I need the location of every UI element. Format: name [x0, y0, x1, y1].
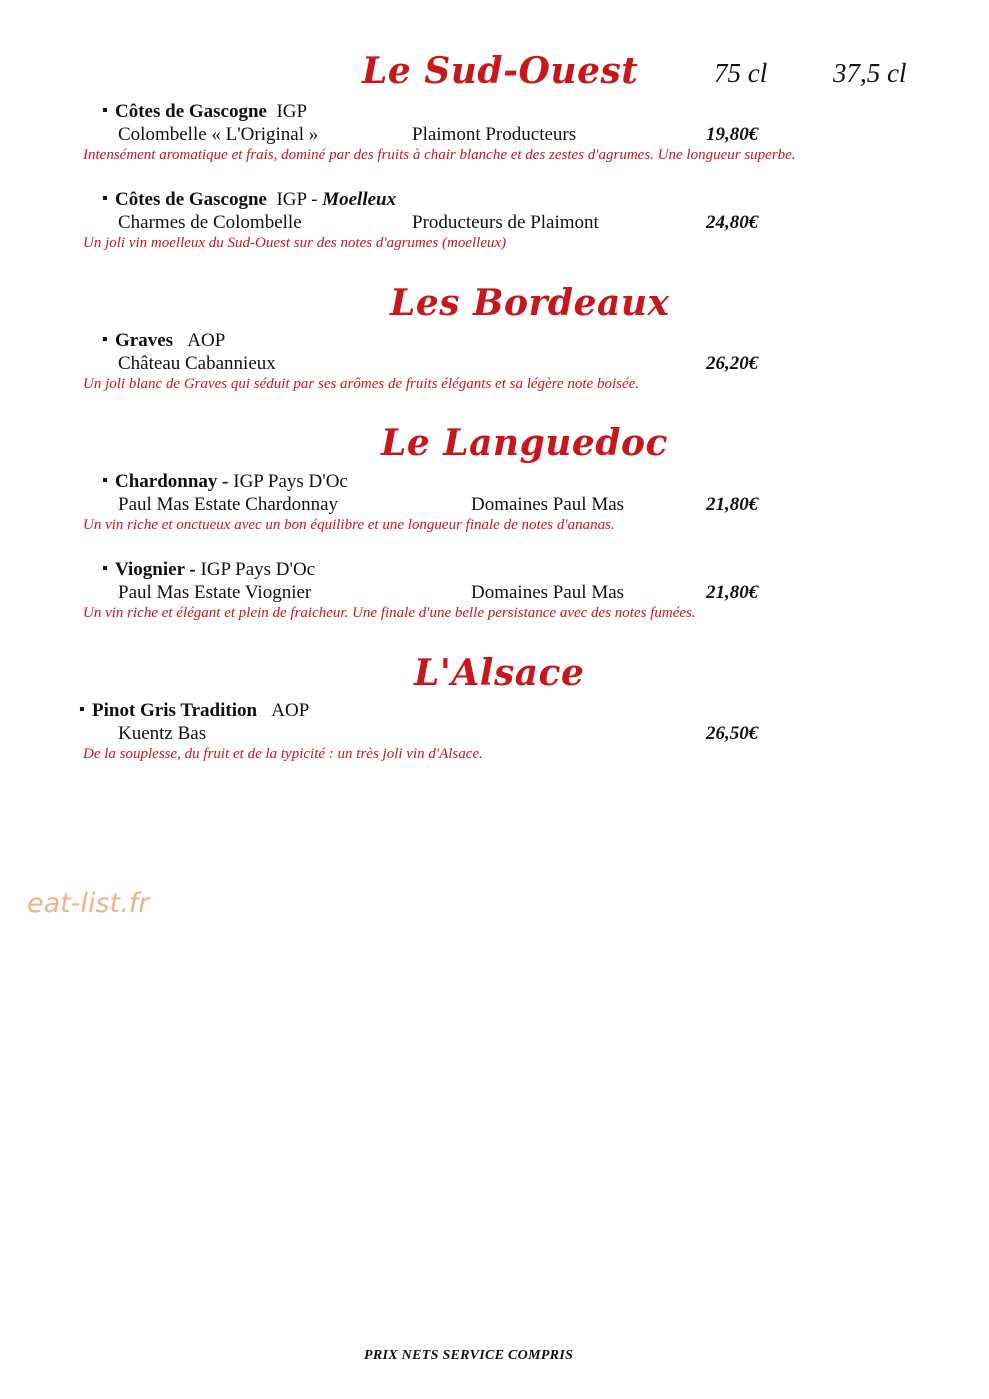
bullet-icon: ▪ — [102, 560, 108, 577]
format-37-5cl-header: 37,5 cl — [833, 58, 907, 88]
bullet-icon: ▪ — [79, 701, 85, 718]
wine-classification: IGP — [276, 101, 308, 122]
format-75cl-header: 75 cl — [714, 58, 768, 88]
wine-description: Intensément aromatique et frais, dominé par des fruits à chair blanche et des zestes d'agrumes. Une longueur superbe. — [83, 147, 796, 163]
wine-classification: AOP — [187, 330, 226, 351]
wine-classification: AOP — [271, 700, 310, 721]
wine-classification: IGP Pays D'Oc — [200, 559, 316, 580]
wine-heading — [79, 700, 309, 722]
wine-price: 19,80€ — [706, 124, 759, 145]
wine-description: Un joli vin moelleux du Sud-Ouest sur des notes d'agrumes (moelleux) — [83, 235, 507, 251]
bullet-icon: ▪ — [102, 102, 108, 119]
wine-appellation: Côtes de Gascogne — [115, 189, 267, 210]
wine-classification: IGP Pays D'Oc — [233, 471, 348, 492]
wine-name: Paul Mas Estate Chardonnay — [118, 494, 339, 515]
section-title-alsace: L'Alsace — [414, 652, 585, 694]
wine-producer: Plaimont Producteurs — [412, 124, 577, 145]
wine-appellation: Côtes de Gascogne — [115, 101, 267, 122]
section-title-sud-ouest: Le Sud-Ouest — [362, 50, 639, 92]
wine-description: Un joli blanc de Graves qui séduit par ses arômes de fruits élégants et sa légère note boisée. — [83, 376, 640, 392]
bullet-icon: ▪ — [102, 472, 108, 489]
wine-producer: Producteurs de Plaimont — [412, 212, 599, 233]
wine-heading — [102, 101, 307, 123]
wine-price: 26,50€ — [706, 723, 759, 744]
wine-name: Charmes de Colombelle — [118, 212, 302, 233]
wine-description: Un vin riche et onctueux avec un bon équilibre et une longueur finale de notes d'ananas. — [83, 517, 615, 533]
wine-producer: Domaines Paul Mas — [471, 582, 625, 603]
footer-note: PRIX NETS SERVICE COMPRIS — [364, 1348, 574, 1363]
section-title-bordeaux: Les Bordeaux — [390, 282, 670, 324]
wine-price: 24,80€ — [706, 212, 759, 233]
section-title-languedoc: Le Languedoc — [381, 422, 668, 464]
wine-appellation: Graves — [115, 330, 174, 351]
wine-description: De la souplesse, du fruit et de la typicité : un très joli vin d'Alsace. — [83, 746, 483, 762]
bullet-icon: ▪ — [102, 331, 108, 348]
wine-heading — [102, 330, 225, 352]
wine-heading — [102, 471, 348, 493]
wine-name: Kuentz Bas — [118, 723, 207, 744]
wine-name: Colombelle « L'Original » — [118, 124, 319, 145]
wine-producer: Domaines Paul Mas — [471, 494, 625, 515]
wine-price: 26,20€ — [706, 353, 759, 374]
wine-appellation: Chardonnay - — [115, 471, 229, 492]
wine-name: Château Cabannieux — [118, 353, 276, 374]
watermark-text: eat-list.fr — [27, 888, 150, 919]
bullet-icon: ▪ — [102, 190, 108, 207]
wine-heading — [102, 189, 396, 211]
wine-price: 21,80€ — [706, 494, 759, 515]
wine-appellation: Viognier - — [115, 559, 196, 580]
wine-style: Moelleux — [322, 189, 397, 210]
wine-description: Un vin riche et élégant et plein de fraicheur. Une finale d'une belle persistance avec des notes fumées. — [83, 605, 696, 621]
wine-appellation: Pinot Gris Tradition — [92, 700, 258, 721]
wine-classification: IGP - — [276, 189, 318, 210]
wine-name: Paul Mas Estate Viognier — [118, 582, 312, 603]
wine-heading — [102, 559, 315, 581]
wine-price: 21,80€ — [706, 582, 759, 603]
